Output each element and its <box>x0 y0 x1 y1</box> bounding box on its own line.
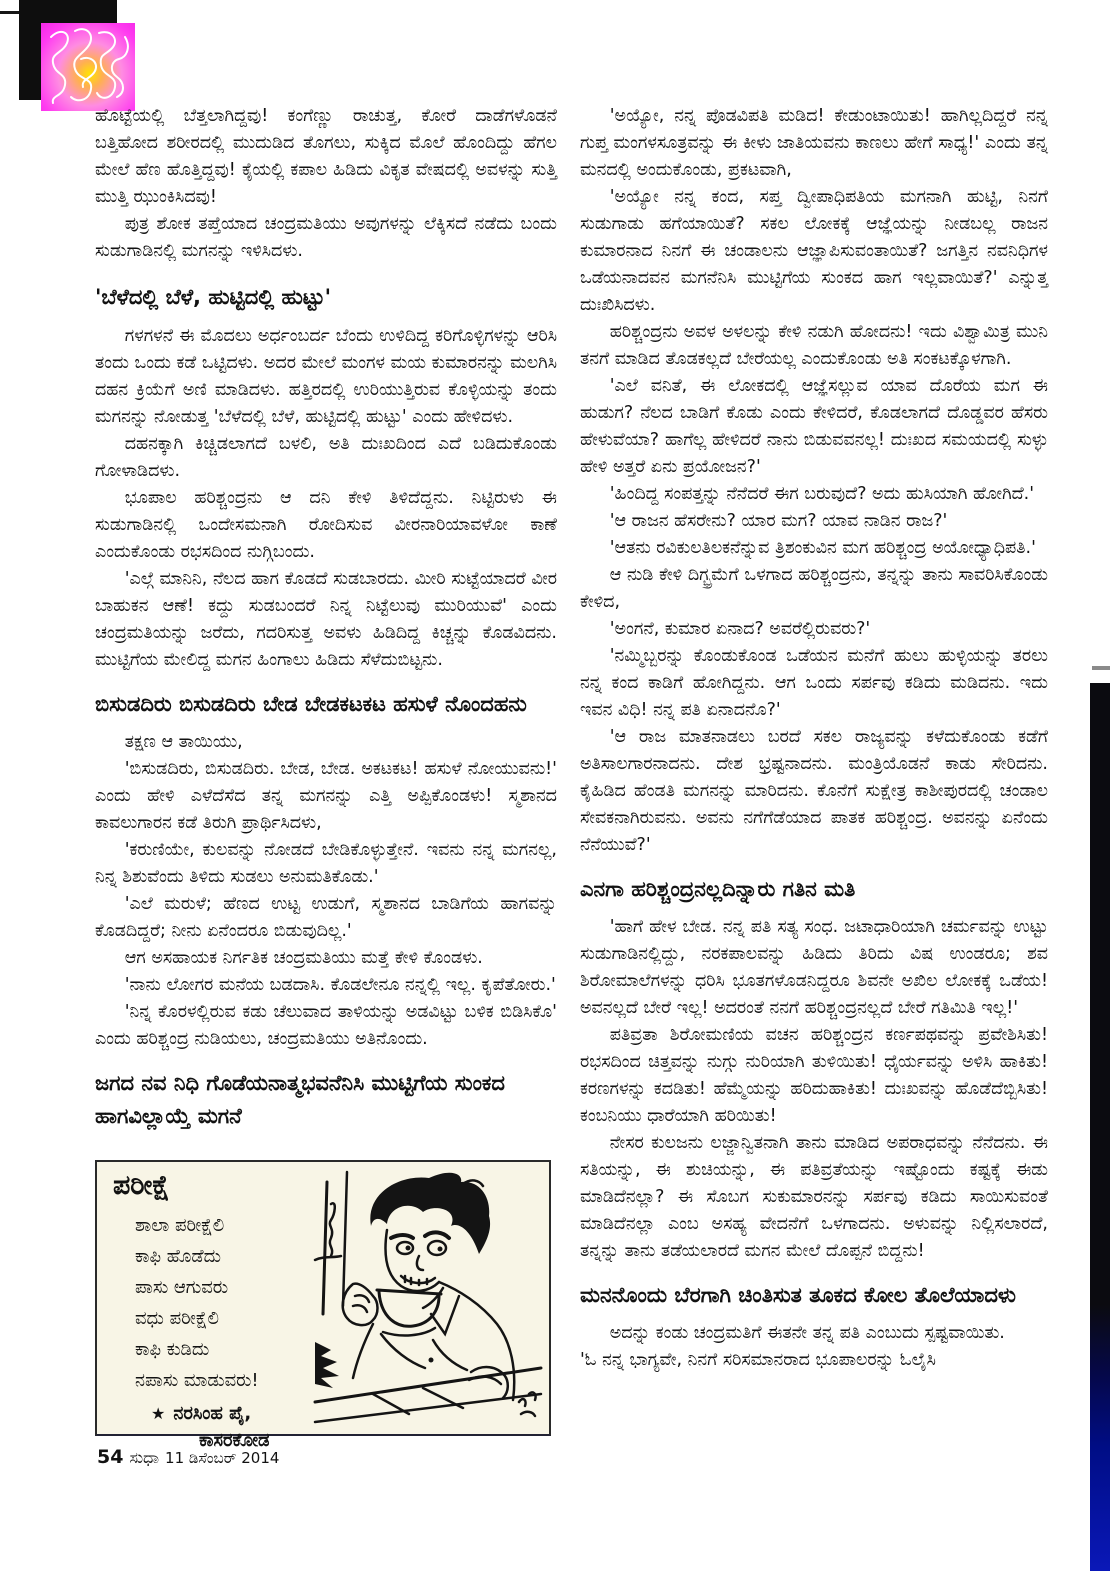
body-paragraph: 'ಆ ರಾಜ ಮಾತನಾಡಲು ಬರದೆ ಸಕಲ ರಾಜ್ಯವನ್ನು ಕಳೆದುಕೊಂಡು ಕಡೆಗೆ ಅತಿಸಾಲಗಾರನಾದನು. ದೇಶ ಭ್ರಷ್ಟನಾದನು. ಮಂತ್ರಿಯೊಡನೆ ಕಾಡು ಸೇರಿದನು. ಕೈಹಿಡಿದ ಹೆಂಡತಿ ಮಗನನ್ನು ಮಾರಿದನು. ಕೊನೆಗೆ ಸುಕ್ಷೇತ್ರ ಕಾಶೀಪುರದಲ್ಲಿ ಚಂಡಾಲ ಸೇವಕನಾಗಿರುವನು. ಅವನು ನಗೆಗೆಡೆಯಾದ ಪಾತಕ ಹರಿಶ್ಚಂದ್ರ. ಅವನನ್ನು ಏನೆಂದು ನೆನೆಯುವೆ?' <box>580 727 1048 855</box>
star-icon: ★ <box>151 1404 166 1423</box>
body-paragraph: 'ಕರುಣಿಯೇ, ಕುಲವನ್ನು ನೋಡದೆ ಬೇಡಿಕೊಳ್ಳುತ್ತೇನೆ. ಇವನು ನನ್ನ ಮಗನಲ್ಲ, ನಿನ್ನ ಶಿಶುವೆಂದು ತಿಳಿದು ಸುಡಲು ಅನುಮತಿಕೊಡು.' <box>95 840 557 887</box>
cartoon-panel <box>95 1160 551 1451</box>
cartoon-author-place: ಕಾಸರಕೋಡ <box>199 1430 270 1451</box>
body-paragraph: 'ಅಂಗನೆ, ಕುಮಾರ ಏನಾದ? ಅವರೆಲ್ಲಿರುವರು?' <box>609 619 871 639</box>
cartoon-verse-line: ಶಾಲಾ ಪರೀಕ್ಷೆಲಿ <box>135 1215 225 1236</box>
cartoon-text <box>113 1170 323 1454</box>
cartoon-title: ಪರೀಕ್ಷೆ <box>113 1170 170 1201</box>
body-paragraph: 'ಅಯ್ಯೋ ನನ್ನ ಕಂದ, ಸಪ್ತ ದ್ವೀಪಾಧಿಪತಿಯ ಮಗನಾಗಿ ಹುಟ್ಟಿ, ನಿನಗೆ ಸುಡುಗಾಡು ಹಗೆಯಾಯಿತೆ? ಸಕಲ ಲೋಕಕ್ಕೆ ಆಜ್ಞೆಯನ್ನು ನೀಡಬಲ್ಲ ರಾಜನ ಕುಮಾರನಾದ ನಿನಗೆ ಈ ಚಂಡಾಲನು ಆಜ್ಞಾಪಿಸುವಂತಾಯಿತೆ? ಜಗತ್ತಿನ ನವನಿಧಿಗಳ ಒಡೆಯನಾದವನ ಮಗನೆನಿಸಿ ಮುಟ್ಟಿಗೆಯ ಸುಂಕದ ಹಾಗ ಇಲ್ಲವಾಯಿತೆ?' ಎನ್ನುತ್ತ ದುಃಖಿಸಿದಳು. <box>580 187 1048 315</box>
cartoon-verse-line: ವಧು ಪರೀಕ್ಷೆಲಿ <box>135 1308 219 1329</box>
cartoon-verse-line: ನಪಾಸು ಮಾಡುವರು! <box>135 1370 259 1391</box>
body-paragraph: 'ಹಾಗೆ ಹೇಳ ಬೇಡ. ನನ್ನ ಪತಿ ಸತ್ಯ ಸಂಧ. ಜಟಾಧಾರಿಯಾಗಿ ಚರ್ಮವನ್ನು ಉಟ್ಟು ಸುಡುಗಾಡಿನಲ್ಲಿದ್ದು, ನರಕಪಾಲವನ್ನು ಹಿಡಿದು ತಿರಿದು ವಿಷ ಉಂಡರೂ; ಶವ ಶಿರೋಮಾಲೆಗಳನ್ನು ಧರಿಸಿ ಭೂತಗಳೊಡನಿದ್ದರೂ ಶಿವನೇ ಅಖಿಲ ಲೋಕಕ್ಕೆ ಒಡೆಯ! ಅವನಲ್ಲದೆ ಬೇರೆ ಇಲ್ಲ! ಅದರಂತೆ ನನಗೆ ಹರಿಶ್ಚಂದ್ರನಲ್ಲದೆ ಬೇರೆ ಗತಿಮಿತಿ ಇಲ್ಲ!' <box>580 917 1048 1018</box>
section-heading: 'ಬೆಳೆದಲ್ಲಿ ಬೆಳೆ, ಹುಟ್ಟಿದಲ್ಲಿ ಹುಟ್ಟು' <box>95 285 332 309</box>
magazine-logo <box>41 23 135 111</box>
body-paragraph: 'ಬಿಸುಡದಿರು, ಬಿಸುಡದಿರು. ಬೇಡ, ಬೇಡ. ಅಕಟಕಟ! ಹಸುಳೆ ನೋಯುವನು!' ಎಂದು ಹೇಳಿ ಎಳೆದೆಸೆದ ತನ್ನ ಮಗನನ್ನು ಎತ್ತಿ ಅಪ್ಪಿಕೊಂಡಳು! ಸ್ಮಶಾನದ ಕಾವಲುಗಾರನ ಕಡೆ ತಿರುಗಿ ಪ್ರಾರ್ಥಿಸಿದಳು, <box>95 759 557 833</box>
body-paragraph: ಆಗ ಅಸಹಾಯಕ ನಿರ್ಗತಿಕ ಚಂದ್ರಮತಿಯು ಮತ್ತೆ ಕೇಳಿ ಕೊಂಡಳು. <box>124 948 483 968</box>
cartoon-verse-line: ಕಾಫಿ ಕುಡಿದು <box>135 1339 210 1360</box>
logo-frame <box>19 0 117 100</box>
body-paragraph: 'ಓ ನನ್ನ ಭಾಗ್ಯವೇ, ನಿನಗೆ ಸರಿಸಮಾನರಾದ ಭೂಪಾಲರನ್ನು ಓಲೈಸಿ <box>580 1350 936 1370</box>
body-paragraph: 'ಎಲ್ಗೆ ಮಾನಿನಿ, ನೆಲದ ಹಾಗ ಕೊಡದೆ ಸುಡಬಾರದು. ಮೀರಿ ಸುಟ್ಟೆಯಾದರೆ ವೀರ ಬಾಹುಕನ ಆಣೆ! ಕದ್ದು ಸುಡಬಂದರೆ ನಿನ್ನ ನಿಟ್ಟೆಲುವು ಮುರಿಯುವೆ' ಎಂದು ಚಂದ್ರಮತಿಯನ್ನು ಜರೆದು, ಗದರಿಸುತ್ತ ಅವಳು ಹಿಡಿದಿದ್ದ ಕಿಚ್ಚನ್ನು ಕೊಡವಿದನು. ಮುಟ್ಟಿಗೆಯ ಮೇಲಿದ್ದ ಮಗನ ಹಿಂಗಾಲು ಹಿಡಿದು ಸೆಳೆದುಬಿಟ್ಟನು. <box>95 569 557 670</box>
edge-gradient-bar <box>1090 683 1110 1571</box>
magazine-name: ಸುಧಾ <box>129 1448 160 1467</box>
body-paragraph: 'ನಾನು ಲೋಗರ ಮನೆಯ ಬಡದಾಸಿ. ಕೊಡಲೇನೂ ನನ್ನಲ್ಲಿ ಇಲ್ಲ. ಕೃಪೆತೋರು.' <box>124 975 556 995</box>
body-paragraph: ಗಳಗಳನೆ ಈ ಮೊದಲು ಅರ್ಧಂಬರ್ದ ಬೆಂದು ಉಳಿದಿದ್ದ ಕರಿಗೊಳ್ಳಿಗಳನ್ನು ಆರಿಸಿ ತಂದು ಒಂದು ಕಡೆ ಒಟ್ಟಿದಳು. ಅದರ ಮೇಲೆ ಮಂಗಳ ಮಯ ಕುಮಾರನನ್ನು ಮಲಗಿಸಿ ದಹನ ಕ್ರಿಯೆಗೆ ಅಣಿ ಮಾಡಿದಳು. ಹತ್ತಿರದಲ್ಲಿ ಉರಿಯುತ್ತಿರುವ ಕೊಳ್ಳಿಯನ್ನು ತಂದು ಮಗನನ್ನು ನೋಡುತ್ತ 'ಬೆಳೆದಲ್ಲಿ ಬೆಳೆ, ಹುಟ್ಟಿದಲ್ಲಿ ಹುಟ್ಟು' ಎಂದು ಹೇಳಿದಳು. <box>95 326 557 427</box>
body-paragraph: ಭೂಪಾಲ ಹರಿಶ್ಚಂದ್ರನು ಆ ದನಿ ಕೇಳಿ ತಿಳಿದೆದ್ದನು. ನಿಟ್ಟಿರುಳು ಈ ಸುಡುಗಾಡಿನಲ್ಲಿ ಒಂದೇಸಮನಾಗಿ ರೋದಿಸುವ ವೀರನಾರಿಯಾವಳೋ ಕಾಣೆ ಎಂದುಕೊಂಡು ರಭಸದಿಂದ ನುಗ್ಗಿಬಂದು. <box>95 488 557 562</box>
logo-swirl-pattern <box>41 23 135 111</box>
body-paragraph: ತಕ್ಷಣ ಆ ತಾಯಿಯು, <box>124 732 243 752</box>
page-number: 54 <box>97 1446 124 1468</box>
body-paragraph: 'ಅಯ್ಯೋ, ನನ್ನ ಪೊಡವಿಪತಿ ಮಡಿದ! ಕೇಡುಂಟಾಯಿತು! ಹಾಗಿಲ್ಲದಿದ್ದರೆ ನನ್ನ ಗುಪ್ತ ಮಂಗಳಸೂತ್ರವನ್ನು ಈ ಕೀಳು ಜಾತಿಯವನು ಕಾಣಲು ಹೇಗೆ ಸಾಧ್ಯ!' ಎಂದು ತನ್ನ ಮನದಲ್ಲಿ ಅಂದುಕೊಂಡು, ಪ್ರಕಟವಾಗಿ, <box>580 106 1048 180</box>
left-column <box>95 103 557 1141</box>
body-paragraph: 'ಆತನು ರವಿಕುಲತಿಲಕನೆನ್ನುವ ತ್ರಿಶಂಕುವಿನ ಮಗ ಹರಿಶ್ಚಂದ್ರ ಅಯೋಧ್ಯಾಧಿಪತಿ.' <box>609 538 1036 558</box>
body-paragraph: ಅದನ್ನು ಕಂಡು ಚಂದ್ರಮತಿಗೆ ಈತನೇ ತನ್ನ ಪತಿ ಎಂಬುದು ಸ್ಪಷ್ಟವಾಯಿತು. <box>609 1323 1005 1343</box>
body-paragraph: ಹರಿಶ್ಚಂದ್ರನು ಅವಳ ಅಳಲನ್ನು ಕೇಳಿ ನಡುಗಿ ಹೋದನು! ಇದು ವಿಶ್ವಾಮಿತ್ರ ಮುನಿ ತನಗೆ ಮಾಡಿದ ತೊಡಕಲ್ಲದೆ ಬೇರೆಯಲ್ಲ ಎಂದುಕೊಂಡು ಅತಿ ಸಂಕಟಕ್ಕೊಳಗಾಗಿ. <box>580 322 1048 369</box>
body-paragraph: ಪತಿವ್ರತಾ ಶಿರೋಮಣಿಯ ವಚನ ಹರಿಶ್ಚಂದ್ರನ ಕರ್ಣಪಥವನ್ನು ಪ್ರವೇಶಿಸಿತು! ರಭಸದಿಂದ ಚಿತ್ತವನ್ನು ನುಗ್ಗು ನುರಿಯಾಗಿ ತುಳಿಯಿತು! ಧೈರ್ಯವನ್ನು ಅಳಿಸಿ ಹಾಕಿತು! ಕರಣಗಳನ್ನು ಕದಡಿತು! ಹೆಮ್ಮೆಯನ್ನು ಹರಿದುಹಾಕಿತು! ದುಃಖವನ್ನು ಹೊಡೆದೆಬ್ಬಿಸಿತು! ಕಂಬನಿಯು ಧಾರೆಯಾಗಿ ಹರಿಯಿತು! <box>580 1025 1048 1126</box>
issue-date: 11 ಡಿಸೆಂಬರ್ 2014 <box>165 1449 280 1467</box>
body-paragraph: 'ಎಲೆ ಮರುಳೆ; ಹೆಣದ ಉಟ್ಟ ಉಡುಗೆ, ಸ್ಮಶಾನದ ಬಾಡಿಗೆಯ ಹಾಗವನ್ನು ಕೊಡದಿದ್ದರೆ; ನೀನು ಏನೆಂದರೂ ಬಿಡುವುದಿಲ್ಲ.' <box>95 894 557 941</box>
cartoon-verse-line: ಪಾಸು ಆಗುವರು <box>135 1277 229 1298</box>
section-heading: ಮನನೊಂದು ಬೆರಗಾಗಿ ಚಿಂತಿಸುತ ತೂಕದ ಕೋಲ ತೊಲೆಯಾದಳು <box>580 1283 1016 1307</box>
body-paragraph: ಹೊಟ್ಟೆಯಲ್ಲಿ ಬೆತ್ತಲಾಗಿದ್ದವು! ಕಂಗೆಣ್ಣು ರಾಚುತ್ತ, ಕೋರೆ ದಾಡೆಗಳೊಡನೆ ಬತ್ತಿಹೋದ ಶರೀರದಲ್ಲಿ ಮುದುಡಿದ ತೊಗಲು, ಸುಕ್ಕಿದ ಮೊಲೆ ಹೊಂದಿದ್ದು ಹೆಗಲ ಮೇಲೆ ಹೆಣ ಹೊತ್ತಿದ್ದವು! ಕೈಯಲ್ಲಿ ಕಪಾಲ ಹಿಡಿದು ವಿಕೃತ ವೇಷದಲ್ಲಿ ಅವಳನ್ನು ಸುತ್ತಿ ಮುತ್ತಿ ಝುಂಕಿಸಿದವು! <box>95 106 557 207</box>
body-paragraph: ನೇಸರ ಕುಲಜನು ಲಜ್ಜಾನ್ವಿತನಾಗಿ ತಾನು ಮಾಡಿದ ಅಪರಾಧವನ್ನು ನೆನೆದನು. ಈ ಸತಿಯನ್ನು, ಈ ಶುಚಿಯನ್ನು, ಈ ಪತಿವ್ರತೆಯನ್ನು ಇಷ್ಟೊಂದು ಕಷ್ಟಕ್ಕೆ ಈಡು ಮಾಡಿದೆನಲ್ಲಾ? ಈ ಸೊಬಗ ಸುಕುಮಾರನನ್ನು ಸರ್ಪವು ಕಡಿದು ಸಾಯಿಸುವಂತೆ ಮಾಡಿದೆನಲ್ಲಾ ಎಂಬ ಅಸಹ್ಯ ವೇದನೆಗೆ ಒಳಗಾದನು. ಅಳುವನ್ನು ನಿಲ್ಲಿಸಲಾರದೆ, ತನ್ನನ್ನು ತಾನು ತಡೆಯಲಾರದೆ ಮಗನ ಮೇಲೆ ದೊಪ್ಪನೆ ಬಿದ್ದನು! <box>580 1133 1048 1261</box>
right-column <box>580 103 1048 1374</box>
cartoon-credit <box>113 1400 323 1428</box>
section-heading: ಎನಗಾ ಹರಿಶ್ಚಂದ್ರನಲ್ಲದಿನ್ನಾರು ಗತಿನ ಮತಿ <box>580 877 856 901</box>
section-heading: ಬಿಸುಡದಿರು ಬಿಸುಡದಿರು ಬೇಡ ಬೇಡಕಟಕಟ ಹಸುಳೆ ನೊಂದಹನು <box>95 692 527 716</box>
body-paragraph: 'ಹಿಂದಿದ್ದ ಸಂಪತ್ತನ್ನು ನೆನೆದರೆ ಈಗ ಬರುವುದೆ? ಅದು ಹುಸಿಯಾಗಿ ಹೋಗಿದೆ.' <box>609 484 1035 504</box>
section-heading: ಜಗದ ನವ ನಿಧಿ ಗೊಡೆಯನಾತ್ಮಭವನೆನಿಸಿ ಮುಟ್ಟಿಗೆಯ ಸುಂಕದ ಹಾಗವಿಲ್ಲಾಯ್ತೆ ಮಗನೆ <box>95 1071 505 1128</box>
edge-dash-mark <box>1092 666 1110 670</box>
cartoon-author: ನರಸಿಂಹ ಪೈ, <box>173 1403 252 1424</box>
body-paragraph: 'ನಿನ್ನ ಕೊರಳಲ್ಲಿರುವ ಕಡು ಚೆಲುವಾದ ತಾಳಿಯನ್ನು ಅಡವಿಟ್ಟು ಬಳಿಕ ಬಿಡಿಸಿಕೊ' ಎಂದು ಹರಿಶ್ಚಂದ್ರ ನುಡಿಯಲು, ಚಂದ್ರಮತಿಯು ಅತಿನೊಂದು. <box>95 1002 557 1049</box>
body-paragraph: 'ನಮ್ಮಿಬ್ಬರನ್ನು ಕೊಂಡುಕೊಂಡ ಒಡೆಯನ ಮನೆಗೆ ಹುಲು ಹುಳ್ಳಿಯನ್ನು ತರಲು ನನ್ನ ಕಂದ ಕಾಡಿಗೆ ಹೋಗಿದ್ದನು. ಆಗ ಒಂದು ಸರ್ಪವು ಕಡಿದು ಮಡಿದನು. ಇದು ಇವನ ವಿಧಿ! ನನ್ನ ಪತಿ ಏನಾದನೊ?' <box>580 646 1048 720</box>
cartoon-verse-line: ಕಾಫಿ ಹೊಡೆದು <box>135 1246 221 1267</box>
body-paragraph: 'ಆ ರಾಜನ ಹೆಸರೇನು? ಯಾರ ಮಗ? ಯಾವ ನಾಡಿನ ರಾಜ?' <box>609 511 948 531</box>
body-paragraph: ಪುತ್ರ ಶೋಕ ತಪ್ತೆಯಾದ ಚಂದ್ರಮತಿಯು ಅವುಗಳನ್ನು ಲೆಕ್ಕಿಸದೆ ನಡೆದು ಬಂದು ಸುಡುಗಾಡಿನಲ್ಲಿ ಮಗನನ್ನು ಇಳಿಸಿದಳು. <box>95 214 557 261</box>
man-drinking-coffee-sketch <box>313 1164 545 1432</box>
page-footer <box>97 1446 279 1468</box>
body-paragraph: ಆ ನುಡಿ ಕೇಳಿ ದಿಗ್ಭ್ರಮೆಗೆ ಒಳಗಾದ ಹರಿಶ್ಚಂದ್ರನು, ತನ್ನನ್ನು ತಾನು ಸಾವರಿಸಿಕೊಂಡು ಕೇಳಿದ, <box>580 565 1048 612</box>
body-paragraph: 'ಎಲೆ ವನಿತೆ, ಈ ಲೋಕದಲ್ಲಿ ಆಜ್ಞೆಸಲ್ಲುವ ಯಾವ ದೊರೆಯ ಮಗ ಈ ಹುಡುಗ? ನೆಲದ ಬಾಡಿಗೆ ಕೊಡು ಎಂದು ಕೇಳಿದರೆ, ಕೊಡಲಾಗದೆ ದೊಡ್ಡವರ ಹೆಸರು ಹೇಳುವೆಯಾ? ಹಾಗೆಲ್ಲ ಹೇಳಿದರೆ ನಾನು ಬಿಡುವವನಲ್ಲ! ದುಃಖದ ಸಮಯದಲ್ಲಿ ಸುಳ್ಳು ಹೇಳಿ ಅತ್ತರೆ ಏನು ಪ್ರಯೋಜನ?' <box>580 376 1048 477</box>
cartoon-illustration <box>313 1164 545 1432</box>
body-paragraph: ದಹನಕ್ಕಾಗಿ ಕಿಚ್ಚಿಡಲಾಗದೆ ಬಳಲಿ, ಅತಿ ದುಃಖದಿಂದ ಎದೆ ಬಡಿದುಕೊಂಡು ಗೋಳಾಡಿದಳು. <box>95 434 557 481</box>
